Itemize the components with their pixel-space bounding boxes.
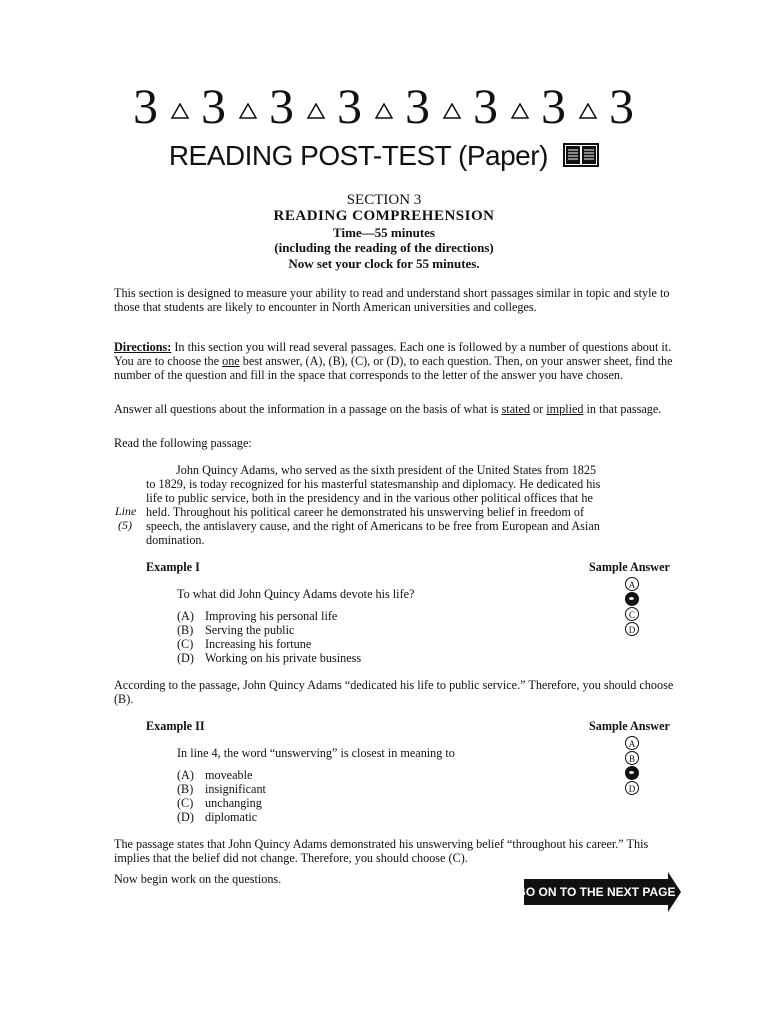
banner-number: 3 <box>473 78 499 134</box>
section-label: SECTION 3 <box>346 192 422 208</box>
example-2-label: Example II <box>146 719 205 733</box>
triangle-icon <box>171 103 189 119</box>
option-letter: (A) <box>177 768 194 782</box>
option-letter: (D) <box>177 810 194 824</box>
triangle-icon <box>579 103 597 119</box>
answer-all-text-1: Answer all questions about the information in a passage on the basis of what is <box>114 402 502 416</box>
option-text: Working on his private business <box>205 651 362 665</box>
directions-text-1: In this section you will read several passages. Each one is followed by a number of questions about it. You are to choose the <box>114 340 672 368</box>
answer-bubble-c[interactable]: C <box>625 607 639 621</box>
option-item <box>177 651 361 665</box>
time-limit: Time—55 minutes <box>333 225 435 240</box>
section-number-banner <box>0 78 768 134</box>
line-label: Line <box>115 504 137 518</box>
passage-line: domination. <box>146 533 205 547</box>
option-letter: (C) <box>177 637 194 651</box>
example-1-label: Example I <box>146 560 200 574</box>
banner-number: 3 <box>269 78 295 134</box>
example-1-sample-label: Sample Answer <box>589 560 670 574</box>
line-number-5: (5) <box>118 518 132 532</box>
triangle-icon <box>239 103 257 119</box>
example-2-question: In line 4, the word “unswerving” is closest in meaning to <box>177 746 455 760</box>
clock-instruction: Now set your clock for 55 minutes. <box>288 256 480 271</box>
answer-bubble-d[interactable]: D <box>625 781 639 795</box>
read-following: Read the following passage: <box>114 436 252 450</box>
example-1-explanation: According to the passage, John Quincy Adams “dedicated his life to public service.” Therefore, you should choose (B). <box>114 678 674 706</box>
time-note: (including the reading of the directions) <box>274 240 494 255</box>
answer-all-paragraph <box>114 402 674 416</box>
directions-label: Directions: <box>114 340 172 354</box>
answer-all-or: or <box>530 402 547 416</box>
directions-paragraph <box>114 340 674 382</box>
banner-number: 3 <box>201 78 227 134</box>
option-text: moveable <box>205 768 253 782</box>
section-subject: READING COMPREHENSION <box>273 208 495 224</box>
directions-text-2: best answer, (A), (B), (C), or (D), to each question. Then, on your answer sheet, find the number of the question and fill in the space that corresponds to the letter of the answer you have chosen. <box>114 354 673 382</box>
answer-all-stated: stated <box>501 402 530 416</box>
begin-instruction: Now begin work on the questions. <box>114 872 282 886</box>
option-letter: (A) <box>177 609 194 623</box>
example-1-options <box>177 609 361 665</box>
banner-number: 3 <box>405 78 431 134</box>
option-item <box>177 609 361 623</box>
banner-number: 3 <box>541 78 567 134</box>
directions-one: one <box>222 354 240 368</box>
banner-number: 3 <box>609 78 635 134</box>
intro-paragraph: This section is designed to measure your ability to read and understand short passages similar in topic and style to those that students are likely to encounter in North American universities and colleges. <box>114 286 670 314</box>
option-letter: (B) <box>177 623 194 637</box>
option-item <box>177 782 266 796</box>
book-icon <box>563 142 599 174</box>
triangle-icon <box>511 103 529 119</box>
passage-line: John Quincy Adams, who served as the sixth president of the United States from 1825 <box>176 463 597 477</box>
option-text: Serving the public <box>205 623 295 637</box>
option-text: unchanging <box>205 796 262 810</box>
passage-line: speech, the antislavery cause, and the right of Americans to be free from European and Asian <box>146 519 600 533</box>
option-item <box>177 623 361 637</box>
option-letter: (B) <box>177 782 194 796</box>
reading-passage <box>146 463 674 547</box>
option-letter: (D) <box>177 651 194 665</box>
option-item <box>177 768 266 782</box>
answer-bubble-a[interactable]: A <box>625 736 639 750</box>
triangle-icon <box>443 103 461 119</box>
passage-line: life to public service, both in the presidency and in the various other political offices that he <box>146 491 593 505</box>
triangle-icon <box>307 103 325 119</box>
passage-line: held. Throughout his political career he demonstrated his unswerving belief in freedom of <box>146 505 585 519</box>
banner-number: 3 <box>337 78 363 134</box>
banner-number: 3 <box>133 78 159 134</box>
go-on-text: GO ON TO THE NEXT PAGE <box>522 885 676 899</box>
example-2-explanation: The passage states that John Quincy Adams demonstrated his unswerving belief “throughout his career.” This implies that the belief did not change. Therefore, you should choose (C). <box>114 837 649 865</box>
page-title <box>0 140 768 174</box>
answer-bubble-d[interactable]: D <box>625 622 639 636</box>
option-letter: (C) <box>177 796 194 810</box>
answer-bubble-b[interactable] <box>625 592 639 606</box>
answer-bubble-a[interactable]: A <box>625 577 639 591</box>
page-title-text: READING POST-TEST (Paper) <box>168 140 548 171</box>
option-text: Improving his personal life <box>205 609 338 623</box>
passage-line: to 1829, is today recognized for his masterful statesmanship and diplomacy. He dedicated his <box>146 477 601 491</box>
answer-all-implied: implied <box>546 402 584 416</box>
answer-bubble-c[interactable] <box>625 766 639 780</box>
option-text: Increasing his fortune <box>205 637 312 651</box>
example-2-options <box>177 768 266 824</box>
option-item <box>177 810 266 824</box>
example-1-question: To what did John Quincy Adams devote his life? <box>177 587 415 601</box>
answer-all-text-2: in that passage. <box>583 402 662 416</box>
triangle-icon <box>375 103 393 119</box>
go-on-next-page-indicator <box>522 872 682 912</box>
option-text: insignificant <box>205 782 266 796</box>
option-item <box>177 796 266 810</box>
arrow-right-icon <box>522 872 682 912</box>
answer-bubble-b[interactable]: B <box>625 751 639 765</box>
example-2-sample-label: Sample Answer <box>589 719 670 733</box>
option-text: diplomatic <box>205 810 258 824</box>
option-item <box>177 637 361 651</box>
